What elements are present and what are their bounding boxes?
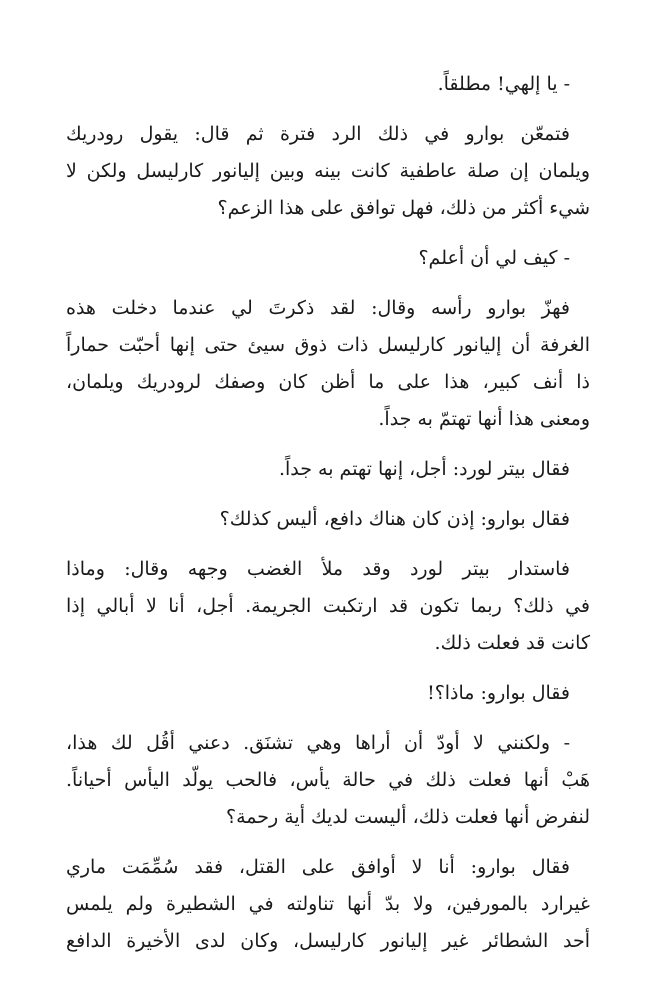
text-line: - يا إلهي! مطلقاً.	[437, 73, 570, 95]
text-line: فقال بيتر لورد: أجل، إنها تهتم به جداً.	[278, 458, 570, 480]
paragraph	[66, 551, 590, 662]
paragraph	[66, 451, 590, 488]
paragraph	[66, 290, 590, 438]
paragraph	[66, 725, 590, 836]
text-line: فهزّ بوارو رأسه وقال: لقد ذكرتَ لي عندما دخلت هذه	[66, 297, 570, 319]
text-line: ذا أنف كبير، هذا على ما أظن كان وصفك لرودريك ويلمان،	[66, 371, 590, 393]
paragraph	[66, 66, 590, 103]
paragraph	[66, 675, 590, 712]
text-line: - ولكنني لا أودّ أن أراها وهي تشنَق. دعني أقُل لك هذا،	[66, 732, 570, 754]
text-line: لنفرض أنها فعلت ذلك، أليست لديك أية رحمة؟	[226, 806, 590, 828]
text-line: ومعنى هذا أنها تهتمّ به جداً.	[378, 408, 590, 430]
text-line: أحد الشطائر غير إليانور كارليسل، وكان لدى الأخيرة الدافع	[66, 930, 590, 952]
paragraph	[66, 240, 590, 277]
text-line: فتمعّن بوارو في ذلك الرد فترة ثم قال: يقول رودريك	[66, 123, 570, 145]
paragraph	[66, 116, 590, 227]
text-line: غيرارد بالمورفين، ولا بدّ أنها تناولته في الشطيرة ولم يلمس	[66, 893, 590, 915]
text-line: كانت قد فعلت ذلك.	[434, 632, 590, 654]
text-line: الغرفة أن إليانور كارليسل ذات ذوق سيئ حتى إنها أحبّت حماراً	[66, 334, 590, 356]
text-line: هَبْ أنها فعلت ذلك في حالة يأس، فالحب يولّد اليأس أحياناً.	[66, 769, 590, 791]
text-line: ويلمان إن صلة عاطفية كانت بينه وبين إليانور كارليسل ولكن لا	[66, 160, 590, 182]
text-line: فقال بوارو: أنا لا أوافق على القتل، فقد سُمِّمَت ماري	[66, 856, 570, 878]
text-line: - كيف لي أن أعلم؟	[418, 247, 570, 269]
text-line: شيء أكثر من ذلك، فهل توافق على هذا الزعم؟	[217, 197, 590, 219]
text-line: فقال بوارو: ماذا؟!	[427, 682, 570, 704]
paragraph	[66, 849, 590, 960]
text-line: فقال بوارو: إذن كان هناك دافع، أليس كذلك؟	[219, 508, 570, 530]
text-line: في ذلك؟ ربما تكون قد ارتكبت الجريمة. أجل، أنا لا أبالي إذا	[66, 595, 590, 617]
page-body-text	[66, 66, 590, 973]
text-line: فاستدار بيتر لورد وقد ملأ الغضب وجهه وقال: وماذا	[66, 558, 570, 580]
paragraph	[66, 501, 590, 538]
